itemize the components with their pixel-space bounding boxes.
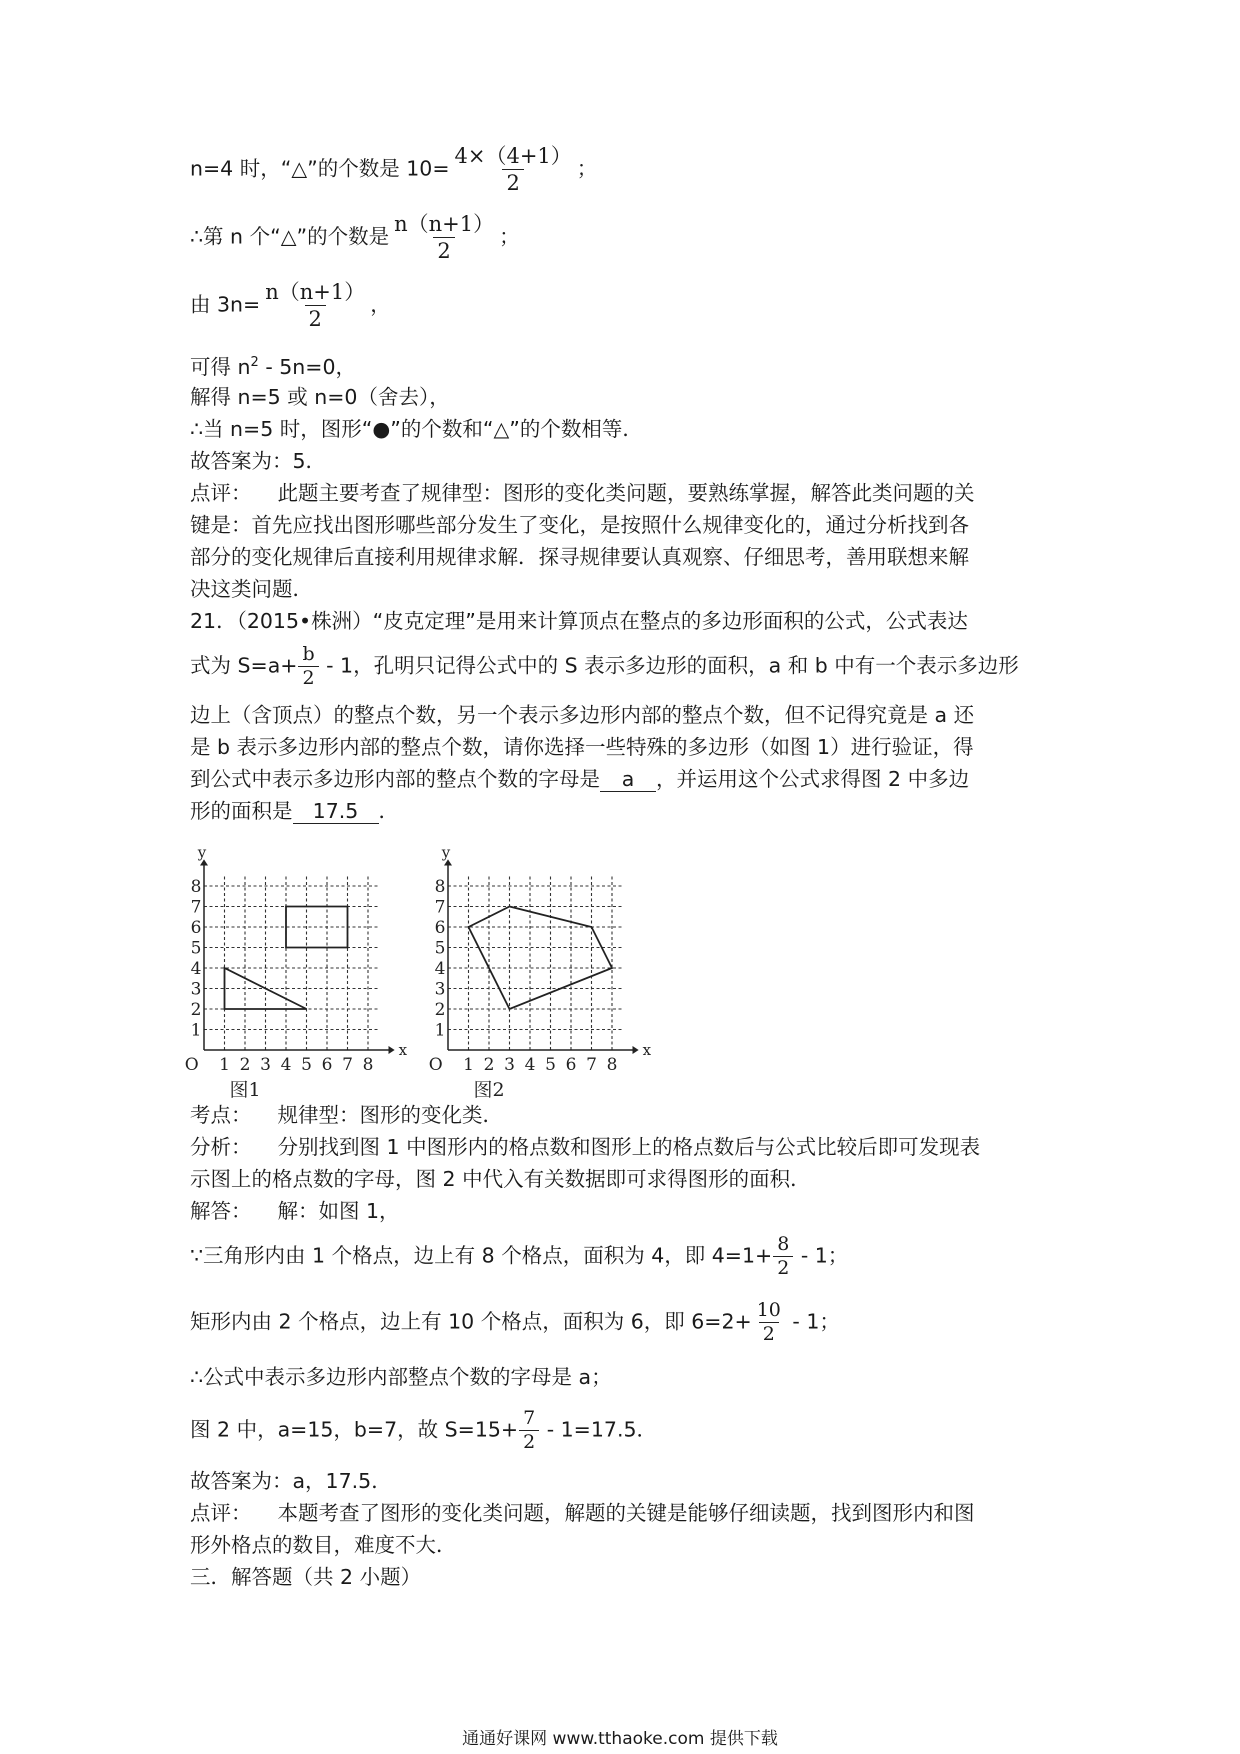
step-2-numerator: 10 bbox=[756, 1299, 781, 1321]
fig2-y-tick-label: 7 bbox=[434, 897, 446, 918]
solution-step-1 bbox=[190, 1234, 848, 1279]
fig2-x-tick-label: 2 bbox=[483, 1055, 495, 1075]
comment-1-line-1 bbox=[190, 478, 975, 508]
fig1-y-tick-label: 4 bbox=[190, 959, 202, 979]
fraction-2 bbox=[390, 212, 498, 263]
fig1-y-tick-label: 8 bbox=[190, 877, 202, 897]
line-4 bbox=[190, 348, 356, 382]
section-3-heading: 三．解答题（共 2 小题） bbox=[190, 1565, 422, 1589]
step-4-denominator: 2 bbox=[519, 1430, 539, 1453]
fraction-2-numerator: n（n+1） bbox=[394, 212, 495, 236]
fig2-y-tick-label: 1 bbox=[434, 1020, 446, 1041]
line-4-text: 可得 n bbox=[190, 354, 251, 379]
comment-1-line-4: 决这类问题． bbox=[190, 577, 313, 601]
fig2-x-tick-label: 8 bbox=[606, 1055, 618, 1075]
fig2-x-tick-label: 6 bbox=[565, 1055, 577, 1075]
pentagon-shape bbox=[469, 907, 613, 1010]
fraction-1-numerator: 4×（4+1） bbox=[454, 144, 572, 168]
solution-step-3: ∴公式中表示多边形内部整点个数的字母是 a； bbox=[190, 1365, 612, 1389]
solution-label: 解答： bbox=[190, 1199, 252, 1223]
figure-2-grid bbox=[428, 828, 664, 1101]
figure-1-grid bbox=[184, 828, 420, 1101]
fig1-x-tick-label: 8 bbox=[362, 1055, 374, 1075]
fig2-y-tick-label: 3 bbox=[434, 979, 446, 1000]
step-2-end: - 1； bbox=[785, 1309, 840, 1334]
line-1-end: ； bbox=[576, 156, 598, 181]
pick-formula-fraction bbox=[298, 644, 318, 689]
exponent: 2 bbox=[250, 355, 259, 370]
fig2-x-arrow bbox=[633, 1046, 639, 1054]
fig2-y-tick-label: 5 bbox=[434, 938, 446, 959]
solution-step-2 bbox=[190, 1300, 840, 1345]
question-21-line-6 bbox=[190, 796, 399, 826]
fraction-1 bbox=[451, 144, 576, 195]
solution-line-1 bbox=[190, 1196, 400, 1226]
line-6: ∴当 n=5 时，图形“●”的个数和“△”的个数相等． bbox=[190, 417, 643, 441]
fraction-3 bbox=[261, 280, 369, 331]
question-21-formula-rest: - 1，孔明只记得公式中的 S 表示多边形的面积，a 和 b 中有一个表示多边形 bbox=[319, 653, 1019, 678]
pick-fraction-numerator: b bbox=[302, 643, 315, 665]
question-21-line-5 bbox=[190, 764, 969, 794]
line-2-end: ； bbox=[499, 224, 520, 249]
step-1-end: - 1； bbox=[794, 1243, 849, 1268]
question-21-line-2 bbox=[190, 644, 1019, 689]
fig1-x-tick-label: 1 bbox=[219, 1055, 230, 1075]
question-21-line-4: 是 b 表示多边形内部的整点个数，请你选择一些特殊的多边形（如图 1）进行验证，得 bbox=[190, 735, 974, 759]
step-2-fraction bbox=[753, 1300, 785, 1345]
comment-1-line-2: 键是：首先应找出图形哪些部分发生了变化，是按照什么规律变化的，通过分析找到各 bbox=[190, 513, 969, 537]
fraction-3-numerator: n（n+1） bbox=[265, 280, 366, 304]
question-21-blank-2-suffix: ． bbox=[378, 799, 399, 823]
fig2-y-tick-label: 6 bbox=[434, 918, 446, 938]
step-1-numerator: 8 bbox=[777, 1233, 790, 1255]
question-21-line-1: 21．（2015•株洲）“皮克定理”是用来计算顶点在整点的多边形面积的公式，公式表达 bbox=[190, 609, 968, 633]
question-21-line-3: 边上（含顶点）的整点个数，另一个表示多边形内部的整点个数，但不记得究竟是 a 还 bbox=[190, 703, 975, 727]
topic-line bbox=[190, 1100, 503, 1130]
analysis-label: 分析： bbox=[190, 1135, 252, 1159]
solution-step-4 bbox=[190, 1408, 657, 1453]
fig1-y-tick-label: 6 bbox=[190, 918, 202, 938]
fig1-x-tick-label: 4 bbox=[280, 1055, 292, 1075]
fig2-x-tick-label: 7 bbox=[586, 1055, 597, 1075]
line-3-text: 由 3n= bbox=[190, 292, 261, 317]
step-4-numerator: 7 bbox=[523, 1407, 536, 1429]
fig2-origin-label: O bbox=[428, 1055, 443, 1075]
step-1-text: ∵三角形内由 1 个格点，边上有 8 个格点，面积为 4，即 4=1+ bbox=[190, 1243, 773, 1268]
analysis-line-1 bbox=[190, 1132, 980, 1162]
fig1-x-tick-label: 2 bbox=[239, 1055, 251, 1075]
topic-label: 考点： bbox=[190, 1103, 252, 1127]
line-4-end: - 5n=0， bbox=[258, 354, 356, 379]
fig1-y-tick-label: 3 bbox=[190, 979, 202, 1000]
step-4-fraction bbox=[519, 1408, 539, 1453]
comment-1-label: 点评： bbox=[190, 481, 252, 505]
fig2-y-tick-label: 4 bbox=[434, 959, 446, 979]
line-7: 故答案为：5． bbox=[190, 449, 327, 473]
line-5: 解得 n=5 或 n=0（舍去）， bbox=[190, 385, 450, 409]
fig2-caption: 图2 bbox=[473, 1079, 505, 1101]
step-2-text: 矩形内由 2 个格点，边上有 10 个格点，面积为 6，即 6=2+ bbox=[190, 1309, 752, 1334]
line-1 bbox=[190, 144, 597, 195]
fig1-y-tick-label: 2 bbox=[190, 1000, 202, 1020]
fig1-x-label: x bbox=[398, 1041, 408, 1059]
question-21-blank-1-suffix: ，并运用这个公式求得图 2 中多边 bbox=[656, 767, 970, 791]
comment-2-text-a: 本题考查了图形的变化类问题，解题的关键是能够仔细读题，找到图形内和图 bbox=[277, 1501, 975, 1525]
fig1-y-tick-label: 7 bbox=[190, 897, 202, 918]
question-21-formula-start: 式为 S=a+ bbox=[190, 653, 298, 678]
comment-2-label: 点评： bbox=[190, 1501, 252, 1525]
step-4-text: 图 2 中，a=15，b=7，故 S=15+ bbox=[190, 1417, 519, 1442]
fig1-x-tick-label: 5 bbox=[301, 1055, 312, 1075]
fig2-x-tick-label: 5 bbox=[545, 1055, 556, 1075]
step-4-end: - 1=17.5． bbox=[540, 1417, 657, 1442]
fig1-y-tick-label: 5 bbox=[190, 938, 202, 959]
fig2-x-tick-label: 1 bbox=[463, 1055, 474, 1075]
fig2-x-tick-label: 3 bbox=[504, 1055, 515, 1075]
fig1-x-tick-label: 6 bbox=[321, 1055, 333, 1075]
solution-text: 解：如图 1， bbox=[277, 1199, 400, 1223]
fig1-x-arrow bbox=[389, 1046, 395, 1054]
fig1-x-tick-label: 7 bbox=[342, 1055, 353, 1075]
line-3-end: ， bbox=[370, 292, 391, 317]
comment-1-text-a: 此题主要考查了规律型：图形的变化类问题，要熟练掌握，解答此类问题的关 bbox=[277, 481, 975, 505]
final-answer-line: 故答案为：a，17.5． bbox=[190, 1469, 392, 1493]
answer-blank-1: a bbox=[600, 767, 656, 792]
answer-blank-2: 17.5 bbox=[293, 799, 379, 824]
line-2-text: ∴第 n 个“△”的个数是 bbox=[190, 224, 390, 249]
pick-fraction-denominator: 2 bbox=[298, 666, 318, 689]
fig2-x-tick-label: 4 bbox=[524, 1055, 536, 1075]
fraction-1-denominator: 2 bbox=[502, 169, 523, 195]
fraction-2-denominator: 2 bbox=[433, 237, 454, 263]
comment-1-line-3: 部分的变化规律后直接利用规律求解．探寻规律要认真观察、仔细思考，善用联想来解 bbox=[190, 545, 969, 569]
fig1-origin-label: O bbox=[184, 1055, 199, 1075]
question-21-blank-1-prefix: 到公式中表示多边形内部的整点个数的字母是 bbox=[190, 767, 600, 791]
fig2-y-tick-label: 2 bbox=[434, 1000, 446, 1020]
line-2 bbox=[190, 212, 520, 263]
fraction-3-denominator: 2 bbox=[305, 305, 326, 331]
line-3 bbox=[190, 280, 391, 331]
step-2-denominator: 2 bbox=[759, 1322, 779, 1345]
step-1-fraction bbox=[773, 1234, 793, 1279]
fig1-y-label: y bbox=[197, 843, 207, 862]
analysis-text-a: 分别找到图 1 中图形内的格点数和图形上的格点数后与公式比较后即可发现表 bbox=[277, 1135, 981, 1159]
page-footer: 通通好课网 www.tthaoke.com 提供下载 bbox=[462, 1729, 778, 1749]
line-1-text: n=4 时，“△”的个数是 10= bbox=[190, 156, 450, 181]
question-21-blank-2-prefix: 形的面积是 bbox=[190, 799, 293, 823]
analysis-line-2: 示图上的格点数的字母，图 2 中代入有关数据即可求得图形的面积． bbox=[190, 1167, 811, 1191]
fig2-x-label: x bbox=[642, 1041, 652, 1059]
fig1-caption: 图1 bbox=[229, 1079, 261, 1101]
comment-2-line-1 bbox=[190, 1498, 975, 1528]
step-1-denominator: 2 bbox=[773, 1256, 793, 1279]
comment-2-line-2: 形外格点的数目，难度不大． bbox=[190, 1533, 457, 1557]
fig2-y-label: y bbox=[441, 843, 451, 862]
fig1-y-tick-label: 1 bbox=[190, 1020, 202, 1041]
fig2-y-tick-label: 8 bbox=[434, 877, 446, 897]
fig1-x-tick-label: 3 bbox=[260, 1055, 271, 1075]
topic-text: 规律型：图形的变化类． bbox=[277, 1103, 503, 1127]
